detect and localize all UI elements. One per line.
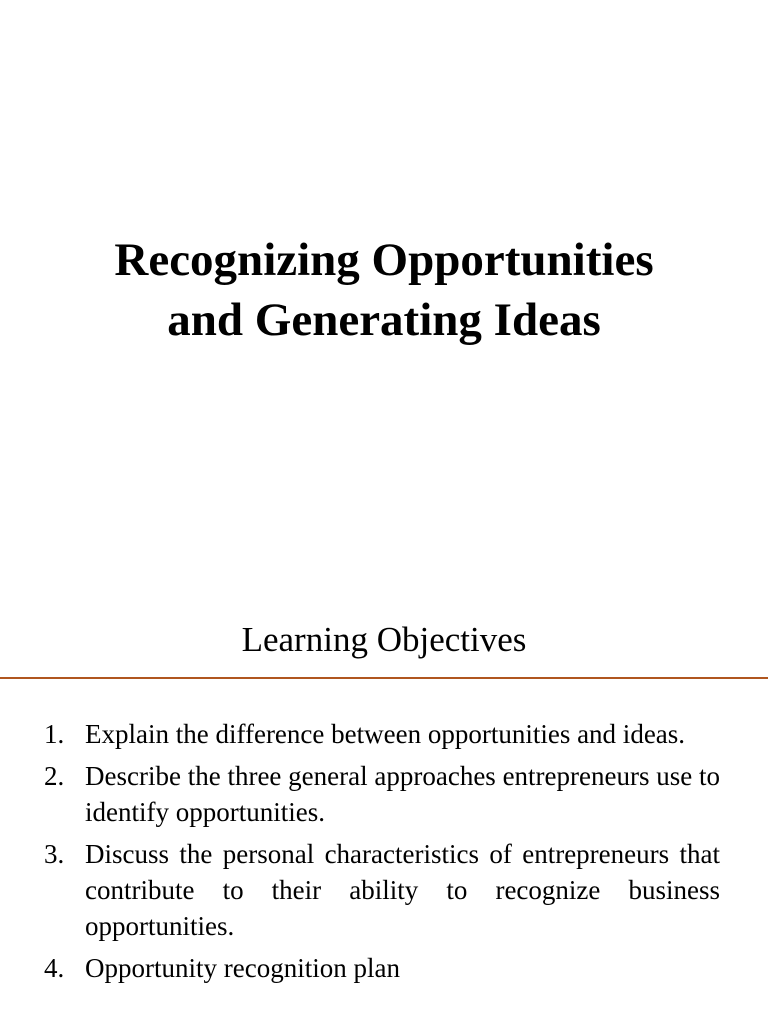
objective-text: Opportunity recognition plan xyxy=(85,953,400,983)
objective-text: Describe the three general approaches entrepreneurs use to identify opportunities. xyxy=(85,761,720,827)
slide-title-line-2: and Generating Ideas xyxy=(167,294,601,346)
objective-item-4 xyxy=(44,950,720,986)
objectives-heading: Learning Objectives xyxy=(241,620,527,659)
slide-title-line-1: Recognizing Opportunities xyxy=(114,234,654,286)
heading-divider xyxy=(0,677,768,679)
objective-item-2 xyxy=(44,758,720,830)
objective-number: 2. xyxy=(44,761,65,791)
objective-item-1 xyxy=(44,716,720,752)
objective-text: Explain the difference between opportunities and ideas. xyxy=(85,719,686,749)
objectives-list xyxy=(44,716,720,992)
learning-objectives-slide xyxy=(0,576,768,1024)
objective-item-3 xyxy=(44,836,720,944)
slide-title xyxy=(0,230,768,350)
objective-number: 1. xyxy=(44,719,65,749)
objective-number: 3. xyxy=(44,839,65,869)
objective-text: Discuss the personal characteristics of entrepreneurs that contribute to their ability to recognize business opportunities. xyxy=(85,839,720,941)
objective-number: 4. xyxy=(44,953,65,983)
